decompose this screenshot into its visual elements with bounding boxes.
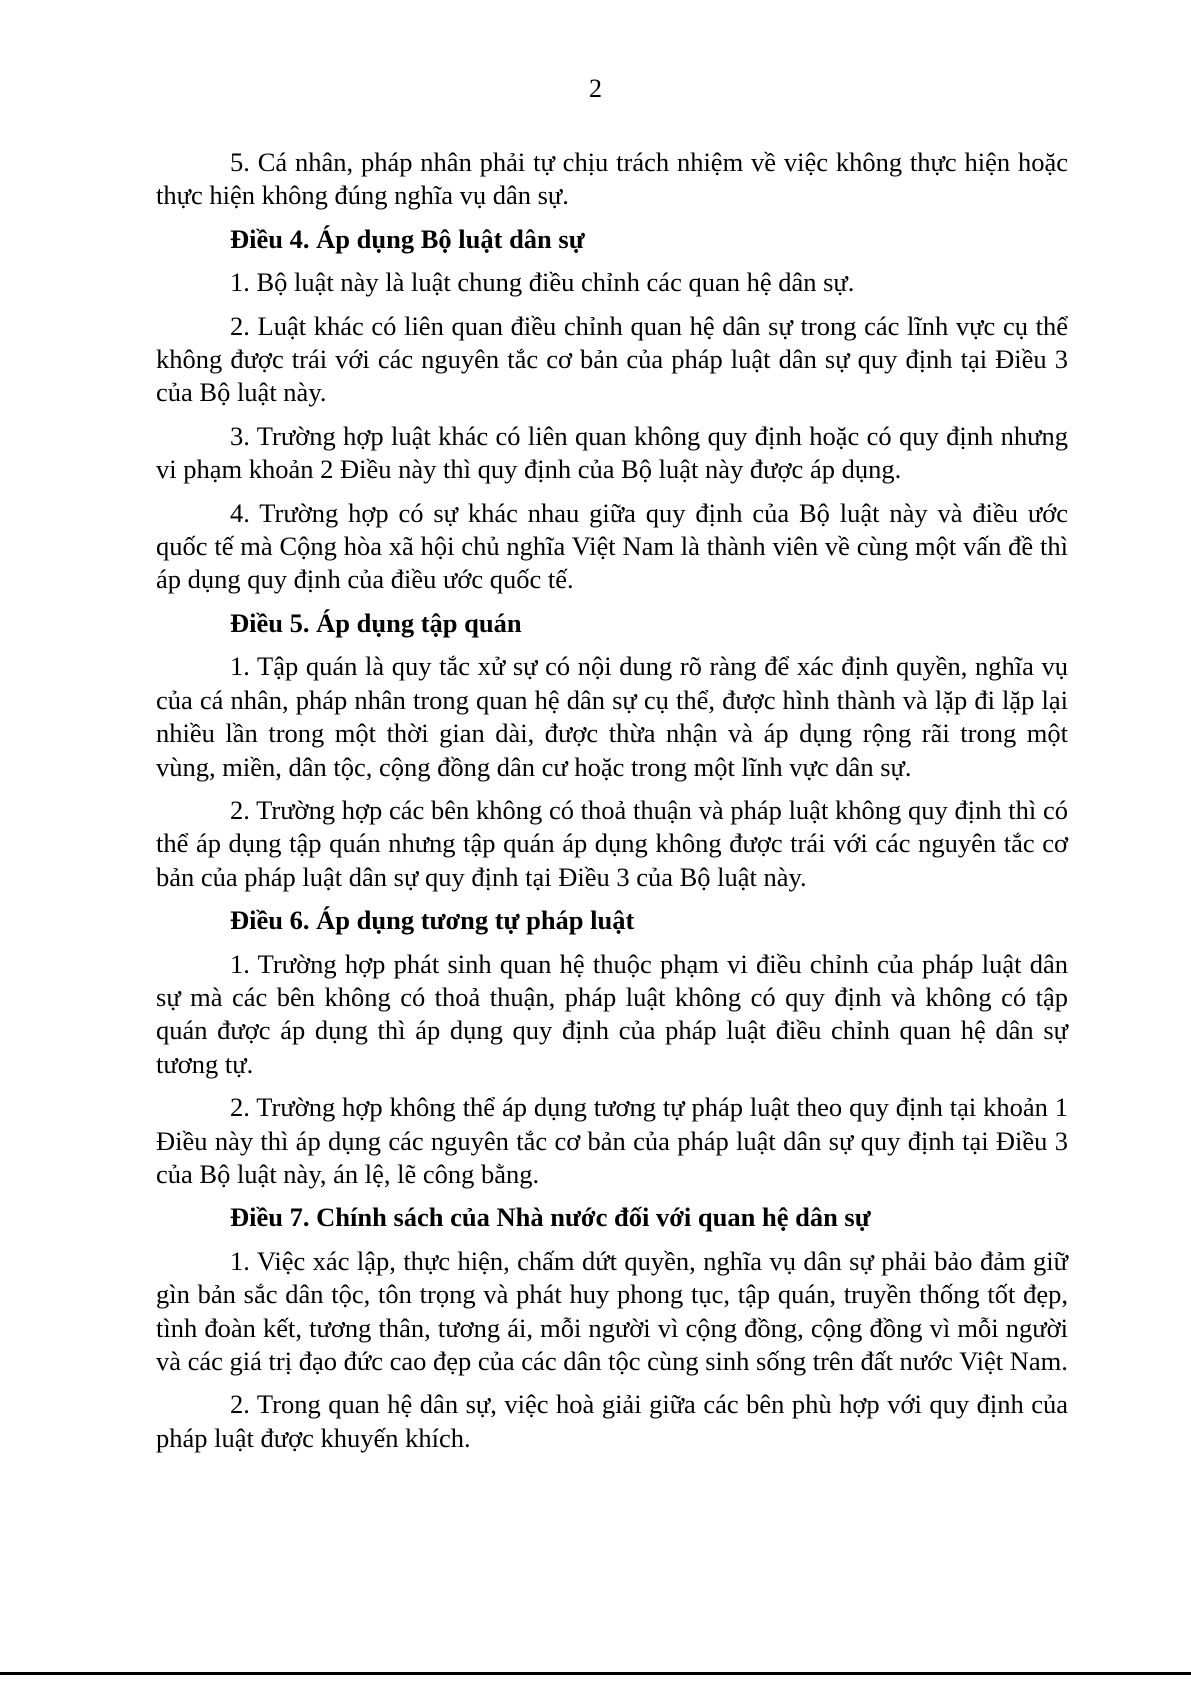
article-5-heading: Điều 5. Áp dụng tập quán [230, 607, 522, 638]
article-6-heading: Điều 6. Áp dụng tương tự pháp luật [230, 905, 635, 936]
article-7-heading: Điều 7. Chính sách của Nhà nước đối với quan hệ dân sự [230, 1202, 871, 1233]
article-4-clause-2: 2. Luật khác có liên quan điều chỉnh quan hệ dân sự trong các lĩnh vực cụ thể không được trái với các nguyên tắc cơ bản của pháp luật dân sự quy định tại Điều 3 của Bộ luật này. [156, 310, 1068, 408]
article-6-clause-2: 2. Trường hợp không thể áp dụng tương tự pháp luật theo quy định tại khoản 1 Điều này thì áp dụng các nguyên tắc cơ bản của pháp luật dân sự quy định tại Điều 3 của Bộ luật này, án lệ, lẽ công bằng. [156, 1092, 1068, 1189]
page-number: 2 [589, 74, 602, 103]
article-4-clause-1: 1. Bộ luật này là luật chung điều chỉnh các quan hệ dân sự. [230, 267, 855, 298]
clause-5-liability: 5. Cá nhân, pháp nhân phải tự chịu trách nhiệm về việc không thực hiện hoặc thực hiện không đúng nghĩa vụ dân sự. [156, 147, 1068, 211]
article-4-clause-4: 4. Trường hợp có sự khác nhau giữa quy định của Bộ luật này và điều ước quốc tế mà Cộng hòa xã hội chủ nghĩa Việt Nam là thành viên về cùng một vấn đề thì áp dụng quy định của điều ước quốc tế. [156, 497, 1068, 595]
article-7-clause-2: 2. Trong quan hệ dân sự, việc hoà giải giữa các bên phù hợp với quy định của pháp luật được khuyến khích. [156, 1389, 1068, 1453]
article-4-clause-3: 3. Trường hợp luật khác có liên quan không quy định hoặc có quy định nhưng vi phạm khoản 2 Điều này thì quy định của Bộ luật này được áp dụng. [156, 420, 1068, 485]
article-4-heading: Điều 4. Áp dụng Bộ luật dân sự [230, 223, 585, 254]
article-7-clause-1: 1. Việc xác lập, thực hiện, chấm dứt quyền, nghĩa vụ dân sự phải bảo đảm giữ gìn bản sắc dân tộc, tôn trọng và phát huy phong tục, tập quán, truyền thống tốt đẹp, tình đoàn kết, tương thân, tương ái, mỗi người vì cộng đồng, cộng đồng vì mỗi người và các giá trị đạo đức cao đẹp của các dân tộc cùng sinh sống trên đất nước Việt Nam. [156, 1245, 1068, 1376]
document-body [156, 146, 1068, 1465]
article-5-clause-2: 2. Trường hợp các bên không có thoả thuận và pháp luật không quy định thì có thể áp dụng tập quán nhưng tập quán áp dụng không được trái với các nguyên tắc cơ bản của pháp luật dân sự quy định tại Điều 3 của Bộ luật này. [156, 794, 1068, 892]
scan-bottom-border [0, 1672, 1191, 1675]
article-6-clause-1: 1. Trường hợp phát sinh quan hệ thuộc phạm vi điều chỉnh của pháp luật dân sự mà các bên không có thoả thuận, pháp luật không có quy định và không có tập quán được áp dụng thì áp dụng quy định của pháp luật điều chỉnh quan hệ dân sự tương tự. [156, 948, 1068, 1079]
article-5-clause-1: 1. Tập quán là quy tắc xử sự có nội dung rõ ràng để xác định quyền, nghĩa vụ của cá nhân, pháp nhân trong quan hệ dân sự cụ thể, được hình thành và lặp đi lặp lại nhiều lần trong một thời gian dài, được thừa nhận và áp dụng rộng rãi trong một vùng, miền, dân tộc, cộng đồng dân cư hoặc trong một lĩnh vực dân sự. [156, 651, 1068, 782]
